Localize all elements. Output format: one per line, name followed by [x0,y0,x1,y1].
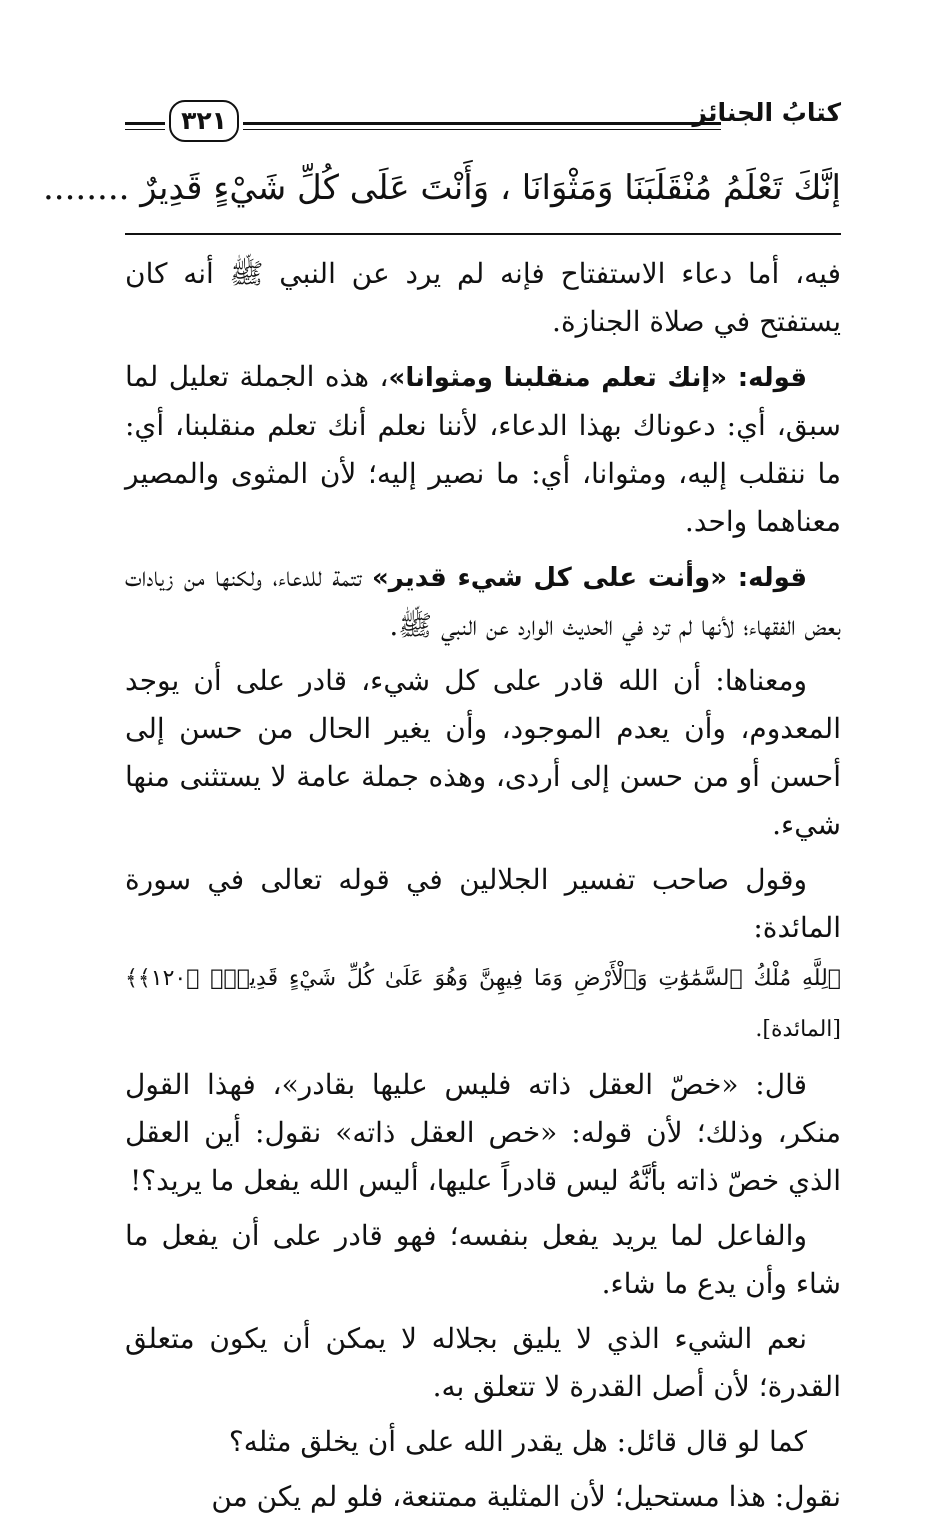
paragraph-4: ومعناها: أن الله قادر على كل شيء، قادر على أن يوجد المعدوم، وأن يعدم الموجود، وأن يغير الحال من حسن إلى أحسن أو من حسن إلى أردى، وهذه جملة عامة لا يستثنى منها شيء. [125,664,841,841]
running-header [125,98,841,148]
paragraph-text: تتمة للدعاء، ولكنها من زيادات بعض الفقهاء؛ لأنها لم ترد في الحديث الوارد عن النبي ﷺ. [125,560,841,642]
paragraph-text: وقول صاحب تفسير الجلالين في قوله تعالى في سورة المائدة: [125,863,841,944]
verse-separator-rule [125,233,841,235]
header-rule [243,122,721,125]
paragraph-9: كما لو قال قائل: هل يقدر الله على أن يخلق مثله؟ [228,1425,807,1458]
book-title: كتابُ الجنائز [692,98,841,127]
paragraph-1: فيه، أما دعاء الاستفتاح فإنه لم يرد عن النبي ﷺ أنه كان يستفتح في صلاة الجنازة. [125,257,841,338]
header-rule-left [125,122,165,125]
paragraph-10: نقول: هذا مستحيل؛ لأن المثلية ممتنعة، فلو لم يكن من [211,1480,841,1513]
paragraph-5 [125,856,841,1054]
commentary-body [125,250,841,1528]
paragraph-8: نعم الشيء الذي لا يليق بجلاله لا يمكن أن يكون متعلق القدرة؛ لأن أصل القدرة لا تتعلق به. [125,1322,841,1403]
page-number: ٣٢١ [169,100,239,142]
paragraph-7: والفاعل لما يريد يفعل بنفسه؛ فهو قادر على أن يفعل ما شاء وأن يدع ما شاء. [125,1219,841,1300]
paragraph-text: ، هذه الجملة تعليل لما سبق، أي: دعوناك بهذا الدعاء، لأننا نعلم أنك تعلم منقلبنا، أي: ما ننقلب إليه، ومثوانا، أي: ما نصير إليه؛ لأن المثوى والمصير معناهما واحد. [125,360,841,538]
header-rule-thin [243,129,721,130]
quote-label: قوله: «وأنت على كل شيء قدير» [372,563,807,593]
paragraph-2 [125,353,841,546]
quote-label: قوله: «إنك تعلم منقلبنا ومثوانا» [388,363,807,393]
surah-reference: [المائدة]. [755,1017,841,1042]
header-rule-left-thin [125,129,165,130]
paragraph-3 [125,553,841,650]
quran-quote: ﴿لِلَّهِ مُلْكُ ٱلسَّمَٰوَٰتِ وَٱلْأَرْضِ وَمَا فِيهِنَّ وَهُوَ عَلَىٰ كُلِّ شَيْءٍ قَدِيرٌۢ ﴿١٢٠﴾﴾ [125,966,841,991]
matn-verse-line: إنَّكَ تَعْلَمُ مُنْقَلَبَنَا وَمَثْوَانَا ، وَأَنْتَ عَلَى كُلِّ شَيْءٍ قَدِيرٌ ........ [42,168,841,208]
paragraph-6: قال: «خصّ العقل ذاته فليس عليها بقادر»، فهذا القول منكر، وذلك؛ لأن قوله: «خص العقل ذاته» نقول: أين العقل الذي خصّ ذاته بأنَّهُ ليس قادراً عليها، أليس الله يفعل ما يريد؟! [125,1068,841,1197]
